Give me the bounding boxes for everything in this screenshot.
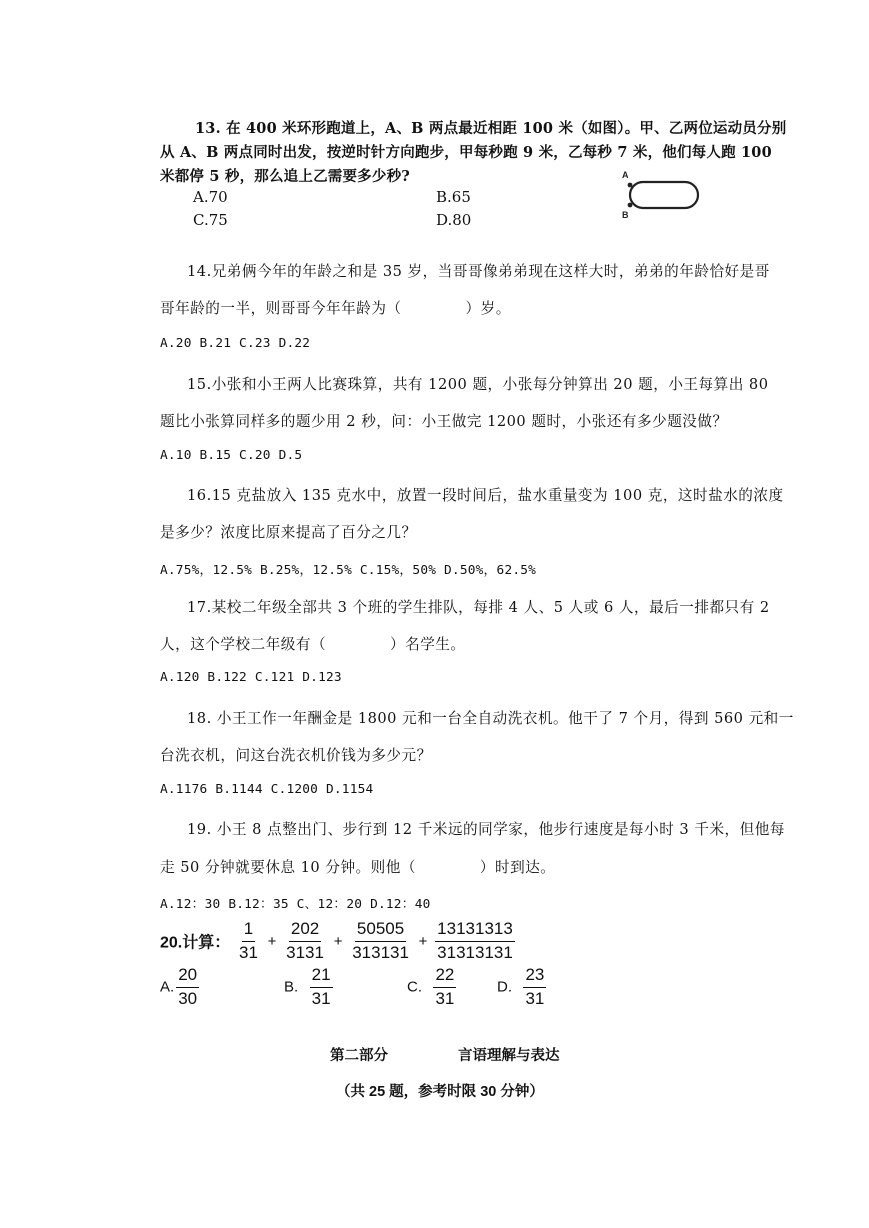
q20-label: 20.计算：	[160, 934, 231, 952]
q13-option-b: B.65	[436, 188, 471, 206]
section-2-title: 言语理解与表达	[458, 1048, 560, 1064]
q18-line-2: 台洗衣机，问这台洗衣机价钱为多少元？	[160, 747, 432, 764]
q17-line-2: 人，这个学校二年级有（ ）名学生。	[160, 636, 466, 653]
track-loop	[630, 182, 698, 208]
fraction-1: $\frac{1}{31}$	[238, 919, 258, 962]
q19-line-2: 走 50 分钟就要休息 10 分钟。则他（ ）时到达。	[160, 859, 556, 876]
point-a-marker	[628, 183, 633, 188]
point-b-marker	[628, 203, 633, 208]
q14-line-2: 哥年龄的一半，则哥哥今年年龄为（ ）岁。	[160, 300, 511, 317]
q19-options: A.12：30 B.12：35 C、12：20 D.12：40	[160, 897, 431, 912]
q18-line-1: 18. 小王工作一年酬金是 1800 元和一台全自动洗衣机。他干了 7 个月，得到 560 元和一	[187, 710, 794, 727]
q16-line-1: 16.15 克盐放入 135 克水中，放置一段时间后，盐水重量变为 100 克，这时盐水的浓度	[187, 487, 784, 504]
q15-options: A.10 B.15 C.20 D.5	[160, 448, 303, 463]
q17-options: A.120 B.122 C.121 D.123	[160, 670, 342, 685]
q13-line-1: 13. 在 400 米环形跑道上，A、B 两点最近相距 100 米（如图）。甲、乙两位运动员分别	[195, 120, 787, 137]
q14-line-1: 14.兄弟俩今年的年龄之和是 35 岁，当哥哥像弟弟现在这样大时，弟弟的年龄恰好是哥	[187, 263, 770, 280]
fraction-3: $\frac{50505}{313131}$	[352, 919, 409, 962]
plus-sign: +	[418, 932, 428, 950]
q13-line-2: 从 A、B 两点同时出发，按逆时针方向跑步，甲每秒跑 9 米，乙每秒 7 米，他们每人跑 100	[160, 144, 772, 161]
plus-sign: +	[267, 932, 277, 950]
q13-option-c: C.75	[193, 211, 228, 229]
q14-options: A.20 B.21 C.23 D.22	[160, 336, 311, 351]
q16-line-2: 是多少？浓度比原来提高了百分之几？	[160, 524, 417, 541]
q15-line-2: 题比小张算同样多的题少用 2 秒，问：小王做完 1200 题时，小张还有多少题没做？	[160, 413, 728, 430]
fraction-4: $\frac{13131313}{31313131}$	[437, 919, 513, 962]
q17-line-1: 17.某校二年级全部共 3 个班的学生排队，每排 4 人、5 人或 6 人，最后一排都只有 2	[187, 599, 770, 616]
section-2-subtitle: （共 25 题，参考时限 30 分钟）	[336, 1084, 544, 1100]
point-a-label: A	[622, 170, 629, 180]
q20-option-a: A. $\frac{20}{30}$	[160, 965, 198, 1008]
point-b-label: B	[622, 210, 629, 220]
q16-options: A.75%，12.5% B.25%，12.5% C.15%，50% D.50%，62.5%	[160, 563, 537, 578]
q18-options: A.1176 B.1144 C.1200 D.1154	[160, 782, 374, 797]
q20-option-d: D. $\frac{23}{31}$	[497, 965, 545, 1008]
q13-option-d: D.80	[436, 211, 472, 229]
q19-line-1: 19. 小王 8 点整出门、步行到 12 千米远的同学家，他步行速度是每小时 3 千米，但他每	[187, 821, 785, 838]
plus-sign: +	[333, 932, 343, 950]
fraction-2: $\frac{202}{3131}$	[286, 919, 324, 962]
q20-option-c: C. $\frac{22}{31}$	[407, 965, 455, 1008]
q20-expression	[160, 920, 517, 962]
q15-line-1: 15.小张和小王两人比赛珠算，共有 1200 题，小张每分钟算出 20 题，小王每算出 80	[187, 376, 769, 393]
q13-option-a: A.70	[193, 188, 228, 206]
running-track-figure	[620, 168, 704, 220]
q20-option-b: B. $\frac{21}{31}$	[284, 965, 331, 1008]
section-2-part: 第二部分	[330, 1048, 388, 1064]
q13-line-3: 米都停 5 秒，那么追上乙需要多少秒?	[160, 168, 410, 185]
